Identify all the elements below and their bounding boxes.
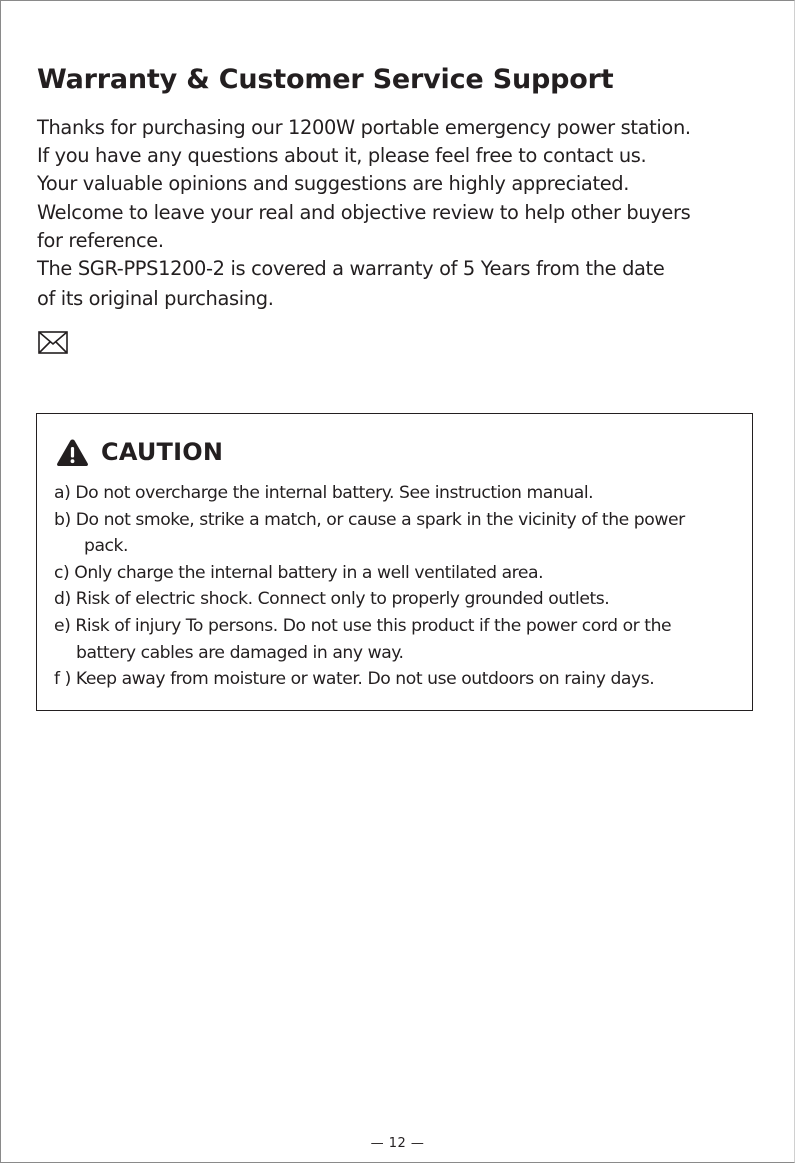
intro-line: The SGR-PPS1200-2 is covered a warranty of 5 Years from the date: [37, 257, 665, 281]
intro-line: for reference.: [37, 228, 164, 252]
caution-title: CAUTION: [101, 438, 224, 466]
intro-line: Your valuable opinions and suggestions are highly appreciated.: [37, 172, 630, 196]
warning-triangle-icon: [56, 438, 89, 467]
intro-line: If you have any questions about it, please feel free to contact us.: [37, 144, 647, 168]
page-number: — 12 —: [370, 1136, 425, 1151]
page-heading: Warranty & Customer Service Support: [37, 64, 614, 95]
intro-text: [37, 114, 757, 313]
caution-item-e: [54, 613, 754, 666]
envelope-icon: [38, 331, 68, 354]
caution-item-d: d) Risk of electric shock. Connect only to properly grounded outlets.: [54, 589, 610, 610]
caution-item-b-line-1: b) Do not smoke, strike a match, or cause a spark in the vicinity of the power: [54, 509, 685, 530]
intro-line: of its original purchasing.: [37, 287, 274, 311]
caution-item-e-line-2: battery cables are damaged in any way.: [76, 642, 404, 663]
caution-item-a: a) Do not overcharge the internal battery. See instruction manual.: [54, 483, 594, 503]
caution-item-e-line-1: e) Risk of injury To persons. Do not use this product if the power cord or the: [54, 615, 672, 636]
caution-box: [36, 413, 753, 711]
caution-item-c: c) Only charge the internal battery in a well ventilated area.: [54, 562, 544, 583]
caution-header: [56, 436, 223, 468]
caution-item-b-line-2: pack.: [84, 536, 129, 557]
caution-item-b: [54, 507, 754, 560]
caution-list: [54, 480, 754, 693]
caution-item-f: f ) Keep away from moisture or water. Do not use outdoors on rainy days.: [54, 669, 655, 690]
intro-line: Thanks for purchasing our 1200W portable emergency power station.: [37, 116, 691, 139]
intro-line: Welcome to leave your real and objective review to help other buyers: [37, 200, 691, 224]
